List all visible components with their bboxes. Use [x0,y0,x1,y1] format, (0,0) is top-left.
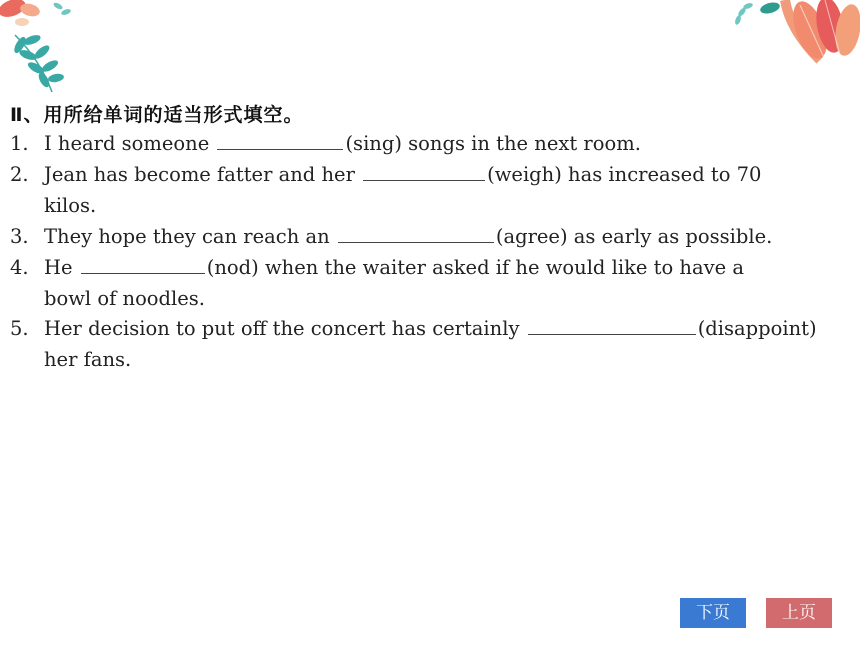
question-1 [10,128,825,159]
leaf-decoration-right [730,0,860,75]
question-text-before: He [44,256,73,279]
answer-blank[interactable] [217,131,343,150]
question-text-before: Jean has become fatter and her [44,163,355,186]
word-hint: (weigh) [487,163,562,186]
word-hint: (agree) [495,225,568,248]
next-page-button[interactable]: 下页 [680,598,746,628]
question-text-after: as early as possible. [573,225,773,248]
question-text-after: has increased to 70 [568,163,762,186]
question-text-before: I heard someone [44,132,210,155]
previous-page-button[interactable]: 上页 [766,598,832,628]
question-number: 5. [10,317,29,340]
question-text-after: songs in the next room. [408,132,641,155]
leaf-decoration-left [0,0,80,95]
question-3 [10,221,825,252]
question-4 [10,252,825,314]
question-text-before: Her decision to put off the concert has certainly [44,317,520,340]
word-hint: (disappoint) [697,317,817,340]
word-hint: (nod) [206,256,259,279]
answer-blank[interactable] [528,316,696,335]
question-text-continued: bowl of noodles. [44,287,206,310]
question-2 [10,159,825,221]
question-number: 3. [10,225,29,248]
section-heading: Ⅱ、用所给单词的适当形式填空。 [10,104,304,126]
question-text-before: They hope they can reach an [44,225,330,248]
question-text-continued: kilos. [44,194,97,217]
question-5 [10,313,825,375]
question-number: 1. [10,132,29,155]
answer-blank[interactable] [363,162,485,181]
answer-blank[interactable] [81,255,205,274]
question-text-after: when the waiter asked if he would like to have a [264,256,744,279]
question-number: 2. [10,163,29,186]
answer-blank[interactable] [338,224,494,243]
question-number: 4. [10,256,29,279]
question-text-continued: her fans. [44,348,132,371]
word-hint: (sing) [345,132,402,155]
